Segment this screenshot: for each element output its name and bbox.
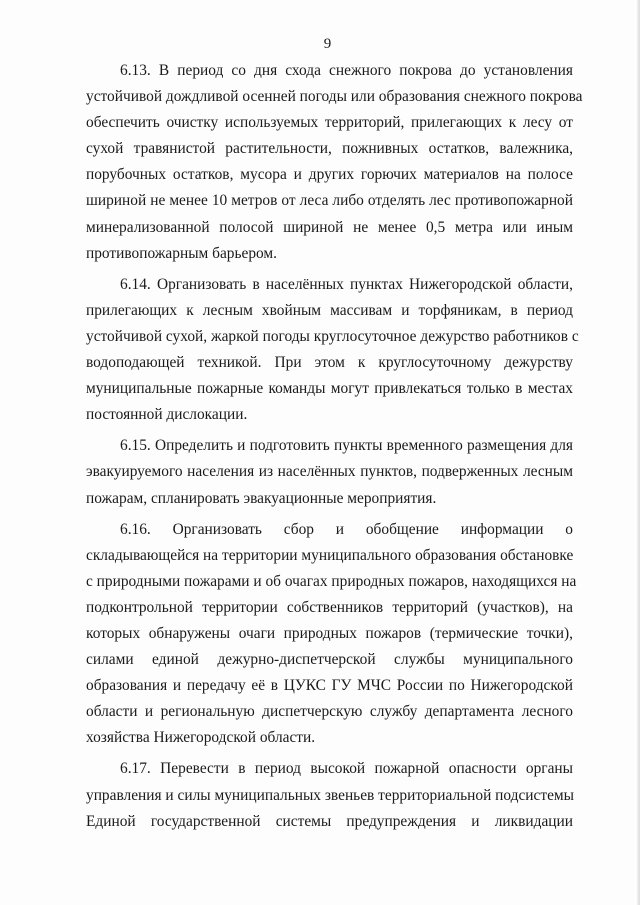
text-line: 6.16. Организовать сбор и обобщение информации о (120, 520, 573, 538)
text-line: минерализованной полосой шириной не менее 0,5 метра или иным (86, 218, 573, 236)
text-line: образования и передачу её в ЦУКС ГУ МЧС России по Нижегородской (86, 677, 573, 695)
text-line: 6.17. Перевести в период высокой пожарной опасности органы (120, 760, 573, 778)
text-line: эвакуируемого населения из населённых пунктов, подверженных лесным (86, 463, 573, 481)
text-line: пожарам, спланировать эвакуационные мероприятия. (86, 489, 437, 507)
text-line: складывающейся на территории муниципального образования обстановке (86, 546, 574, 564)
text-line: 6.14. Организовать в населённых пунктах Нижегородской области, (120, 275, 573, 293)
text-line: муниципальные пожарные команды могут привлекаться только в местах (86, 380, 573, 398)
document-body (86, 58, 583, 840)
text-line: Единой государственной системы предупреждения и ликвидации (86, 812, 573, 830)
text-line: сухой травянистой растительности, пожнивных остатков, валежника, (86, 140, 573, 158)
text-line: устойчивой дождливой осенней погоды или образования снежного покрова (86, 88, 583, 106)
text-line: силами единой дежурно-диспетчерской службы муниципального (86, 651, 573, 669)
text-line: противопожарным барьером. (86, 244, 278, 262)
text-line: прилегающих к лесным хвойным массивам и торфяникам, в период (86, 301, 573, 319)
paragraph-6-15 (86, 433, 573, 511)
paragraph-6-17 (86, 756, 573, 834)
text-line: шириной не менее 10 метров от леса либо отделять лес противопожарной (86, 192, 573, 210)
paragraph-6-13 (86, 58, 583, 267)
text-line: управления и силы муниципальных звеньев территориальной подсистемы (86, 786, 575, 804)
text-line: с природными пожарами и об очагах природных пожаров, находящихся на (86, 572, 577, 590)
text-line: постоянной дислокации. (86, 406, 248, 424)
page-number: 9 (323, 36, 332, 52)
text-line: которых обнаружены очаги природных пожаров (термические точки), (86, 624, 573, 642)
text-line: устойчивой сухой, жаркой погоды круглосуточное дежурство работников с (86, 327, 579, 345)
text-line: подконтрольной территории собственников территорий (участков), на (86, 598, 573, 616)
text-line: 6.13. В период со дня схода снежного покрова до установления (120, 62, 573, 79)
text-line: 6.15. Определить и подготовить пункты временного размещения для (120, 437, 573, 455)
paragraph-6-16 (86, 517, 577, 752)
text-line: хозяйства Нижегородской области. (86, 729, 316, 747)
text-line: порубочных остатков, мусора и других горючих материалов на полосе (86, 166, 573, 184)
text-line: водоподающей техникой. При этом к круглосуточному дежурству (86, 354, 573, 372)
text-line: обеспечить очистку используемых территорий, прилегающих к лесу от (86, 114, 573, 132)
text-line: области и региональную диспетчерскую службу департамента лесного (86, 703, 573, 721)
paragraph-6-14 (86, 272, 579, 429)
